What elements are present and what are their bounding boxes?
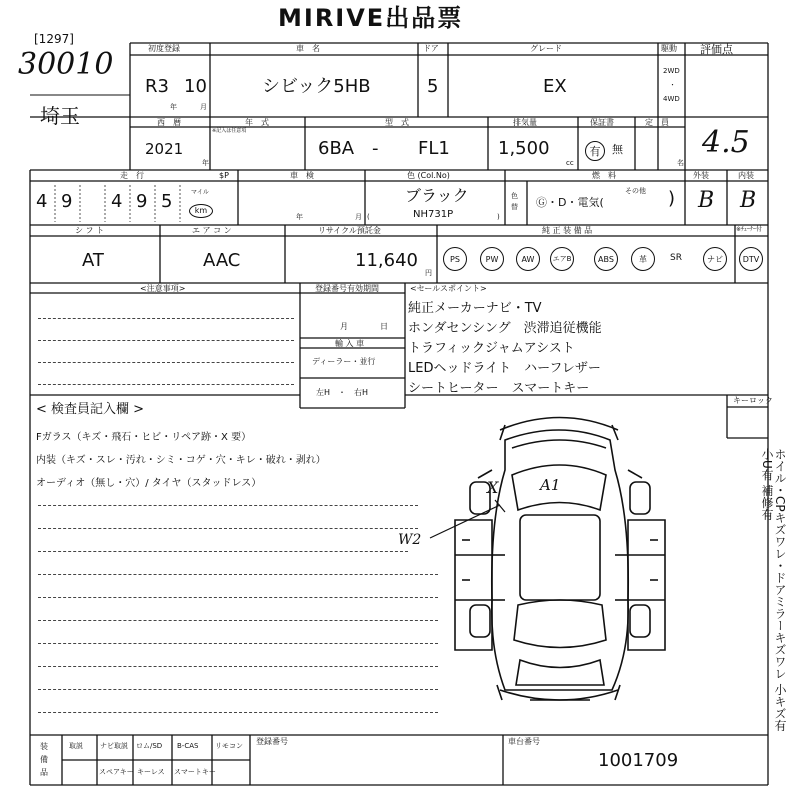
mark-x: X — [487, 478, 499, 497]
fuel-options: Ⓖ・D・電気( — [536, 196, 604, 209]
label-drive: 駆動 — [661, 44, 677, 53]
warranty-yes: 有 — [585, 141, 605, 161]
label-aircon: エ ア コ ン — [192, 226, 232, 235]
inspector-line-audio: オーディオ（無し・穴）/ タイヤ（スタッドレス） — [36, 478, 262, 489]
equip-airbag: エアB — [550, 247, 574, 271]
color-change: 色替 — [511, 192, 518, 211]
mile-label: マイル — [191, 189, 209, 196]
month-suffix: 月 — [200, 103, 207, 111]
equip-dtv: DTV — [739, 247, 763, 271]
label-first-reg: 初度登録 — [148, 44, 180, 53]
notes-title: <注意事項> — [140, 284, 186, 293]
sales-title: <セールスポイント> — [410, 284, 487, 293]
label-mileage: 走 行 — [120, 171, 144, 180]
footer-reg-no-label: 登録番号 — [256, 737, 288, 746]
fuel-other: その他 — [625, 187, 646, 195]
side-note: ホイル・CPキズワレ・ドアミラーキズワレ 小キズ有 小U有 補修有 — [760, 448, 787, 732]
footer-equip-label: 装備品 — [40, 742, 48, 777]
drive-4wd: 4WD — [663, 95, 680, 103]
label-model-year: 年 式 — [245, 118, 269, 127]
label-displacement: 排気量 — [513, 118, 537, 127]
label-color: 色 (Col.No) — [407, 171, 450, 180]
label-recycle: リサイクル預託金 — [318, 226, 381, 235]
equip-sr: SR — [670, 253, 682, 263]
drive-2wd: 2WD — [663, 67, 680, 75]
model-dash: - — [372, 138, 379, 159]
label-shaken: 車 検 — [290, 171, 314, 180]
label-car-name: 車 名 — [296, 44, 320, 53]
car-diagram — [455, 418, 665, 701]
form-title: MIRIVE出品票 — [278, 4, 464, 32]
keylock-label: キーロック — [733, 396, 773, 405]
color: ブラック — [405, 186, 469, 205]
year-suffix: 年 — [170, 103, 177, 111]
label-seats: 定 員 — [645, 118, 669, 127]
label-exterior: 外装 — [693, 171, 709, 180]
label-model-type: 型 式 — [385, 118, 409, 127]
label-doors: ドア — [423, 44, 439, 53]
grade: EX — [543, 76, 567, 97]
label-score: 評価点 — [700, 43, 733, 56]
car-name: シビック5HB — [262, 76, 371, 97]
model-prefix: 6BA — [318, 138, 355, 159]
exterior-grade: B — [698, 188, 715, 213]
displacement: 1,500 — [498, 138, 550, 159]
label-interior: 内装 — [738, 171, 754, 180]
km-circled: km — [189, 204, 213, 218]
label-shift: シ フ ト — [75, 226, 105, 235]
inspector-line-interior: 内装（キズ・スレ・汚れ・シミ・コゲ・穴・キレ・破れ・剥れ） — [36, 455, 326, 466]
footer-chassis-label: 車台番号 — [508, 737, 540, 746]
inspector-line-glass: Fガラス（キズ・飛石・ヒビ・リペア跡・X 要） — [36, 432, 252, 443]
label-warranty: 保証書 — [590, 118, 614, 127]
equip-ps: PS — [443, 247, 467, 271]
era: R3 — [145, 76, 169, 97]
equip-pw: PW — [480, 247, 504, 271]
aircon: AAC — [203, 250, 241, 271]
equip-aw: AW — [516, 247, 540, 271]
mark-w2: W2 — [398, 532, 422, 548]
reg-month-day: 月 日 — [340, 322, 388, 331]
shift: AT — [82, 250, 104, 271]
mark-a1: A1 — [540, 476, 561, 494]
import-title: 輸 入 車 — [335, 339, 365, 348]
label-chips: ※ﾁｭｰﾅｰ付 — [736, 226, 763, 233]
label-genuine-equip: 純 正 装 備 品 — [542, 226, 593, 235]
recycle: 11,640 — [355, 250, 418, 271]
score-value: 4.5 — [702, 125, 750, 160]
equip-leather: 革 — [631, 247, 655, 271]
month: 10 — [184, 76, 207, 97]
model-code: FL1 — [418, 138, 450, 159]
model-year-note: ※記入は任意項 — [212, 128, 247, 134]
lot-number: 30010 — [18, 47, 114, 82]
interior-grade: B — [740, 188, 757, 213]
equip-navi: ナビ — [703, 247, 727, 271]
chassis-number: 1001709 — [598, 750, 679, 771]
doors: 5 — [427, 76, 439, 97]
reg-number-title: 登録番号有効期間 — [315, 284, 379, 293]
lot-small: [1297] — [34, 32, 74, 46]
inspector-title: < 検査員記入欄 > — [36, 402, 145, 417]
label-west-year: 西 暦 — [157, 118, 181, 127]
handle-side: 左H ・ 右H — [316, 388, 369, 397]
label-grade: グレード — [530, 44, 562, 53]
label-fuel: 燃 料 — [592, 171, 616, 180]
region: 埼玉 — [40, 104, 80, 128]
equip-abs: ABS — [594, 247, 618, 271]
color-no: NH731P — [413, 209, 454, 220]
warranty-no: 無 — [612, 143, 623, 156]
year: 2021 — [145, 140, 184, 158]
dealer-label: ディーラー・並行 — [312, 357, 376, 366]
